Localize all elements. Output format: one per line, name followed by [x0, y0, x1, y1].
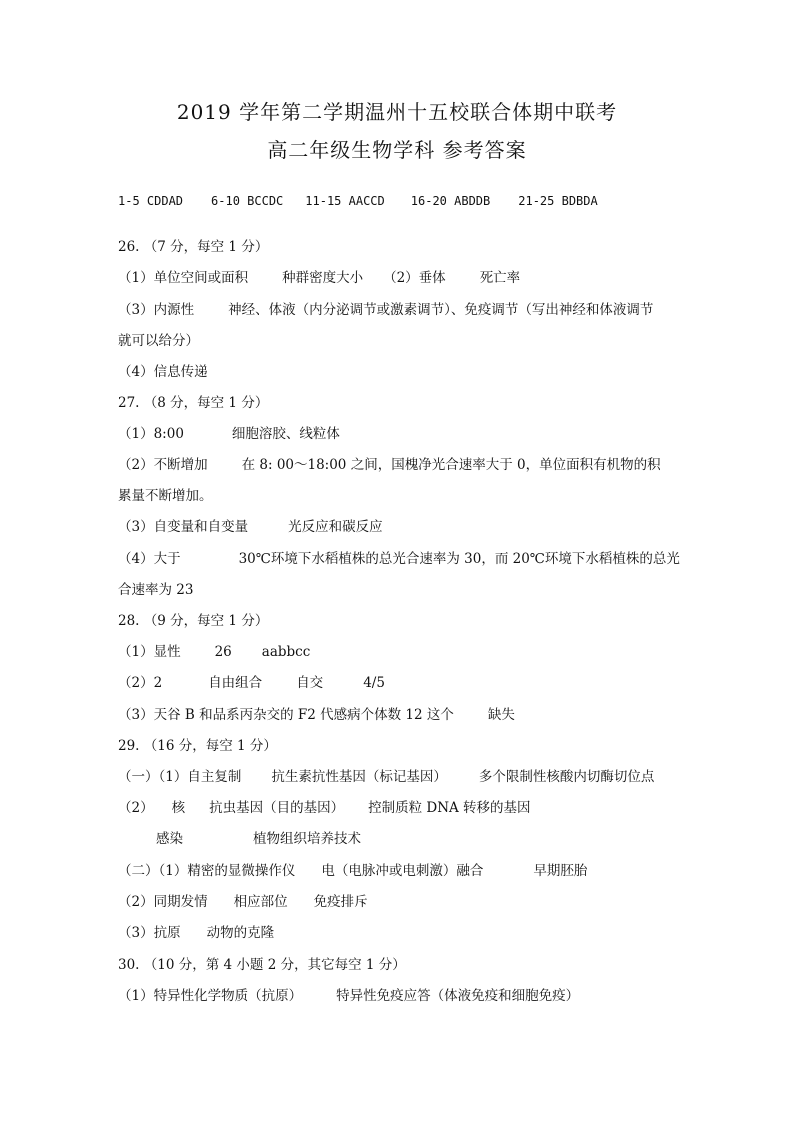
- q27-line5: [118, 550, 680, 568]
- q29-line1: [118, 768, 654, 786]
- answer-text: 多个限制性核酸内切酶切位点: [478, 769, 655, 785]
- mc-group: 21-25 BDBDA: [518, 194, 598, 208]
- page-subtitle: 高二年级生物学科 参考答案: [267, 138, 527, 162]
- answer-text: 抗虫基因（目的基因）: [209, 800, 345, 816]
- q30-heading: 30. （10 分，第 4 小题 2 分，其它每空 1 分）: [118, 957, 406, 973]
- answer-text: 自由组合: [208, 675, 263, 691]
- answer-text: （二）（1）精密的显微操作仪: [118, 863, 296, 879]
- answer-text: 早期胚胎: [533, 863, 588, 879]
- answer-text: （1）显性: [118, 644, 181, 660]
- q27-heading: 27. （8 分，每空 1 分）: [118, 395, 269, 411]
- answer-text: （3）抗原: [118, 925, 181, 941]
- q26-line3: 就可以给分）: [118, 333, 199, 349]
- q29-line4: [118, 862, 587, 880]
- q27-line4: [118, 518, 383, 536]
- mc-group: 16-20 ABDDB: [410, 194, 491, 208]
- answer-text: 免疫排斥: [313, 894, 368, 910]
- answer-text: 种群密度大小: [282, 270, 364, 286]
- mc-group: 1-5 CDDAD: [118, 194, 184, 208]
- answer-text: 感染: [156, 831, 183, 847]
- q29-line2: [118, 799, 531, 817]
- answer-text: 植物组织培养技术: [253, 831, 361, 847]
- answer-text: （2）2: [118, 675, 163, 691]
- q27-line3: 累量不断增加。: [118, 488, 213, 504]
- mc-group: 6-10 BCCDC: [211, 194, 284, 208]
- answer-text: 在 8: 00～18:00 之间，国槐净光合速率大于 0，单位面积有机物的积: [241, 457, 661, 473]
- q27-line2: [118, 456, 661, 474]
- answer-text: 26: [214, 644, 232, 660]
- q28-line1: [118, 643, 310, 661]
- answer-text: （2）垂体: [383, 270, 446, 286]
- q29-line5: [118, 893, 368, 911]
- answer-text: （1）8:00: [118, 426, 184, 442]
- answer-text: 自交: [296, 675, 324, 691]
- answer-text: （3）自变量和自变量: [118, 519, 249, 535]
- answer-text: 控制质粒 DNA 转移的基因: [368, 800, 531, 816]
- mc-answers: [118, 192, 598, 210]
- q26-heading: 26. （7 分，每空 1 分）: [118, 239, 269, 255]
- answer-text: 抗生素抗性基因（标记基因）: [271, 769, 447, 785]
- answer-text: 神经、体液（内分泌调节或激素调节）、免疫调节（写出神经和体液调节: [228, 302, 654, 318]
- q28-heading: 28. （9 分，每空 1 分）: [118, 613, 269, 629]
- q27-line1: [118, 425, 340, 443]
- answer-text: （2）同期发情: [118, 894, 208, 910]
- answer-text: 缺失: [487, 707, 515, 723]
- q26-line4: （4）信息传递: [118, 364, 208, 380]
- q26-line1: [118, 269, 520, 287]
- answer-text: 光反应和碳反应: [288, 519, 383, 535]
- answer-text: （2）: [118, 800, 154, 816]
- answer-text: （4）大于: [118, 551, 181, 567]
- answer-text: 4/5: [363, 675, 385, 691]
- answer-text: aabbcc: [261, 644, 311, 660]
- q29-line6: [118, 924, 274, 942]
- answer-text: （2）不断增加: [118, 457, 208, 473]
- q29-line3: [156, 830, 361, 848]
- q30-line1: [118, 987, 579, 1005]
- answer-text: （1）特异性化学物质（抗原）: [118, 988, 303, 1004]
- q28-line2: [118, 674, 385, 692]
- page-title: 2019 学年第二学期温州十五校联合体期中联考: [176, 100, 618, 124]
- q28-line3: [118, 706, 515, 724]
- answer-text: 动物的克隆: [206, 925, 275, 941]
- mc-group: 11-15 AACCD: [305, 194, 385, 208]
- answer-text: （3）内源性: [118, 302, 195, 318]
- answer-text: 特异性免疫应答（体液免疫和细胞免疫）: [336, 988, 580, 1004]
- q27-line6: 合速率为 23: [118, 582, 194, 598]
- answer-text: 死亡率: [479, 270, 521, 286]
- q29-heading: 29. （16 分，每空 1 分）: [118, 738, 277, 754]
- answer-text: 30℃环境下水稻植株的总光合速率为 30，而 20℃环境下水稻植株的总光: [238, 551, 680, 567]
- answer-text: （一）（1）自主复制: [118, 769, 242, 785]
- answer-text: （3）天谷 B 和品系丙杂交的 F2 代感病个体数 12 这个: [118, 707, 454, 723]
- answer-text: 相应部位: [233, 894, 288, 910]
- answer-text: （1）单位空间或面积: [118, 270, 249, 286]
- q26-line2: [118, 301, 653, 319]
- answer-text: 核: [171, 800, 186, 816]
- answer-text: 电（电脉冲或电刺激）融合: [321, 863, 484, 879]
- answer-text: 细胞溶胶、线粒体: [231, 426, 340, 442]
